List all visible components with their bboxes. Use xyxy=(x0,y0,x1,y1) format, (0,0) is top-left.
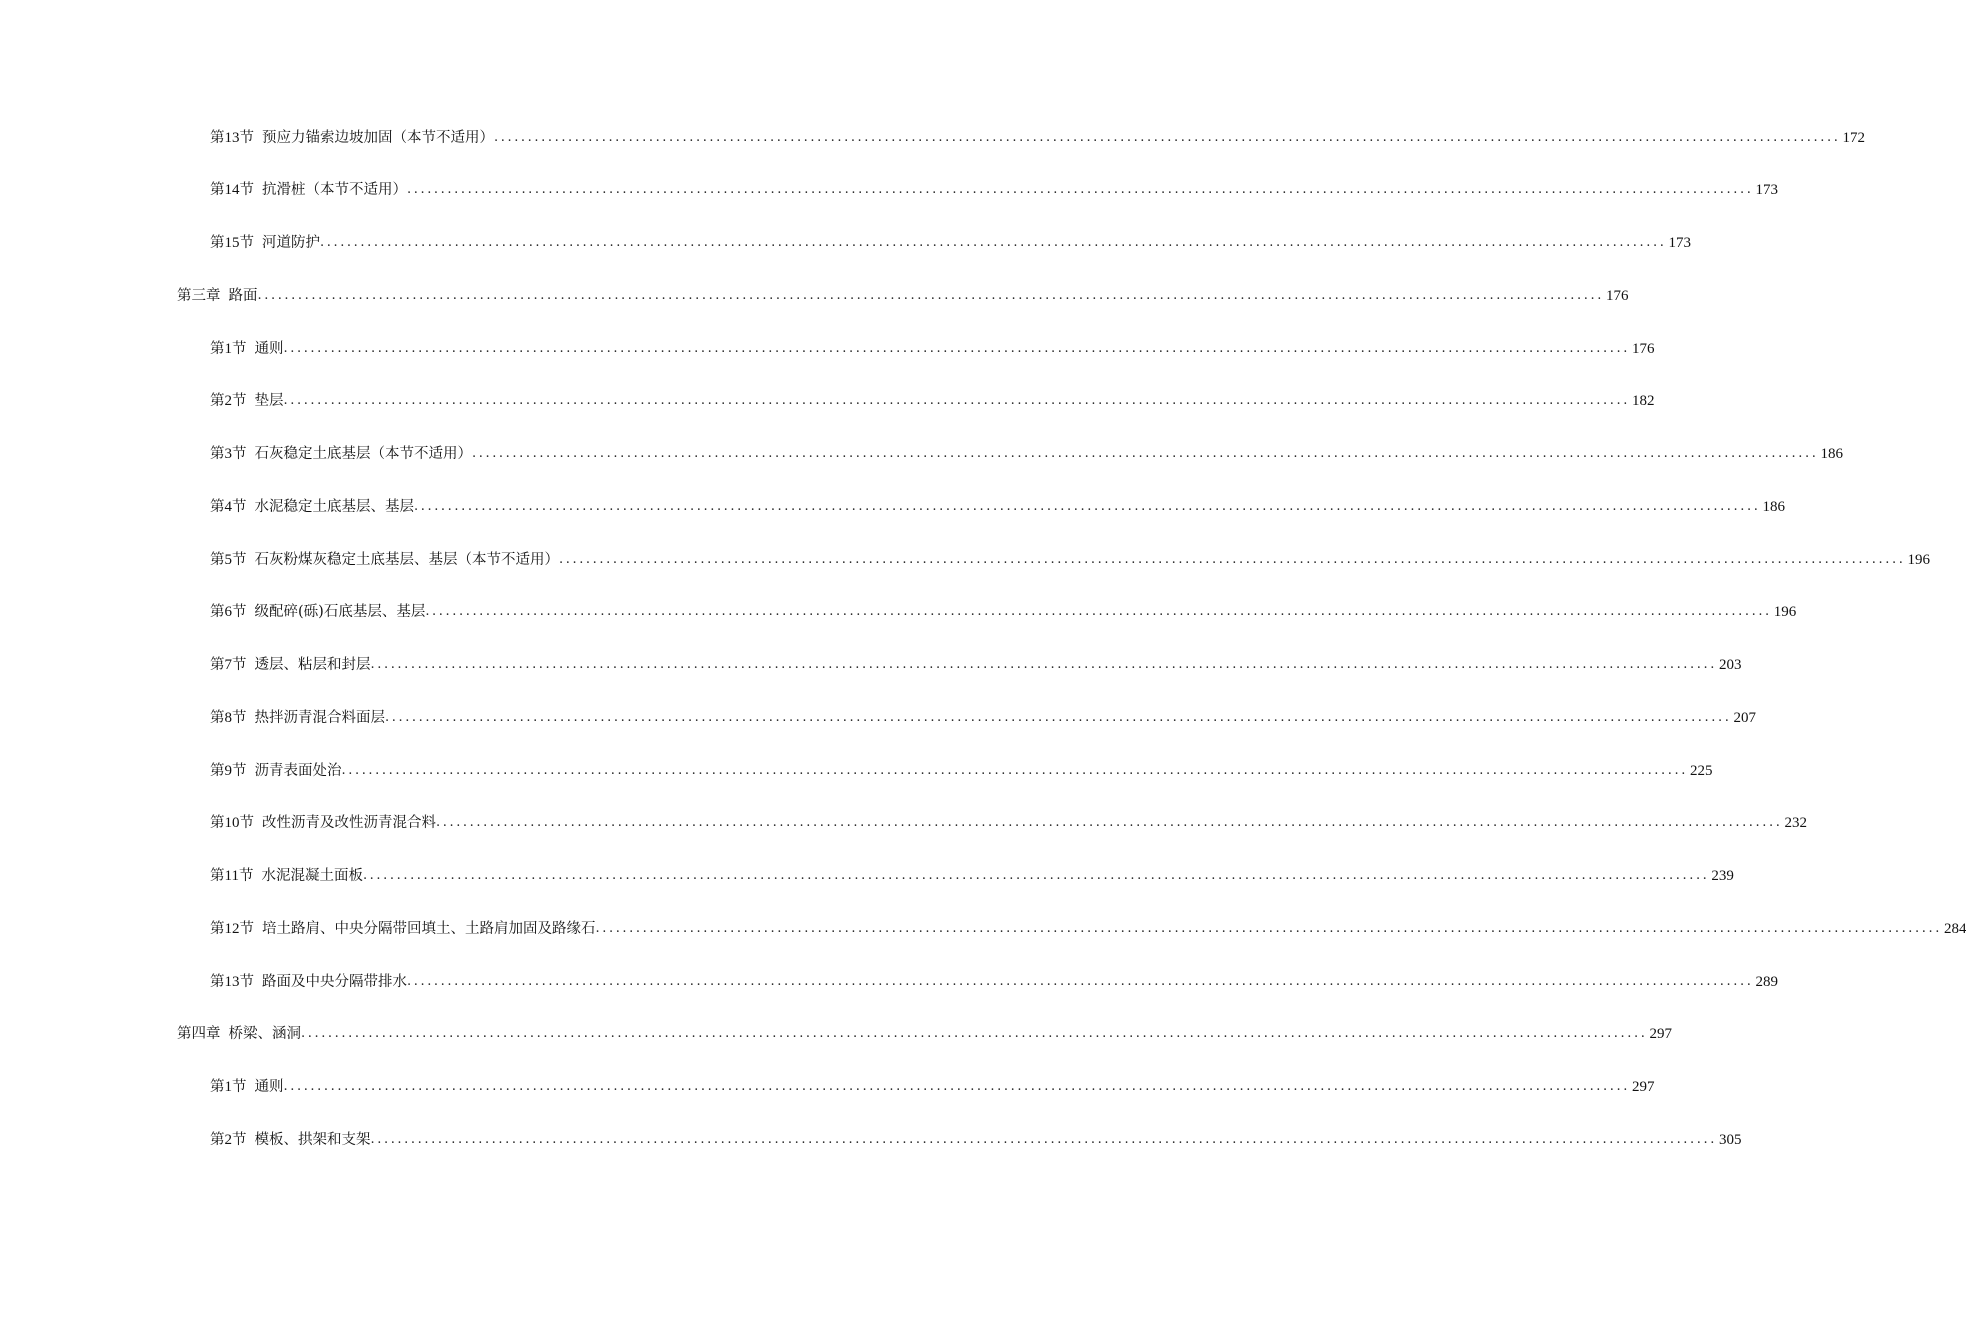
toc-entry[interactable] xyxy=(0,758,1713,784)
toc-entry[interactable] xyxy=(0,125,1865,151)
dot-leader: ........................................................................................................................................................................................................ xyxy=(257,288,1604,303)
toc-chapter-title: 桥梁、涵洞 xyxy=(228,1026,301,1042)
toc-entry-title: 抗滑桩（本节不适用） xyxy=(262,182,407,198)
toc-entry-title: 路面及中央分隔带排水 xyxy=(262,974,407,990)
toc-entry[interactable] xyxy=(0,336,1655,362)
toc-entry-page: 305 xyxy=(1718,1132,1742,1148)
toc-entry-page: 225 xyxy=(1689,763,1713,779)
toc-entry-page: 239 xyxy=(1711,868,1734,884)
toc-entry[interactable] xyxy=(0,1074,1655,1100)
toc-chapter[interactable] xyxy=(0,283,1629,309)
toc-entry-heading: 第8节 热拌沥青混合料面层 xyxy=(210,710,385,726)
toc-entry-page: 186 xyxy=(1762,499,1785,515)
toc-entry-title: 水泥混凝土面板 xyxy=(261,868,363,884)
dot-leader: ........................................................................................................................................................................................................ xyxy=(301,1026,1648,1041)
dot-leader: ........................................................................................................................................................................................................ xyxy=(494,130,1841,145)
toc-entry-heading: 第9节 沥青表面处治 xyxy=(210,763,342,779)
toc-entry-title: 级配碎(砾)石底基层、基层 xyxy=(254,604,426,620)
dot-leader: ........................................................................................................................................................................................................ xyxy=(407,182,1754,197)
dot-leader: ........................................................................................................................................................................................................ xyxy=(370,657,1717,672)
dot-leader: ........................................................................................................................................................................................................ xyxy=(283,393,1630,408)
toc-entry-title: 培土路肩、中央分隔带回填土、土路肩加固及路缘石 xyxy=(262,921,596,937)
toc-entry-heading: 第1节 通则 xyxy=(210,341,284,357)
toc-entry-page: 297 xyxy=(1649,1026,1672,1042)
toc-entry[interactable] xyxy=(0,230,1691,256)
toc-entry-heading: 第2节 模板、拱架和支架 xyxy=(210,1132,371,1148)
toc-entry-title: 石灰粉煤灰稳定土底基层、基层（本节不适用） xyxy=(254,552,559,568)
toc-entry-heading: 第5节 石灰粉煤灰稳定土底基层、基层（本节不适用） xyxy=(210,552,559,568)
dot-leader: ........................................................................................................................................................................................................ xyxy=(283,341,1630,356)
dot-leader: ........................................................................................................................................................................................................ xyxy=(414,499,1761,514)
toc-chapter[interactable] xyxy=(0,1021,1672,1047)
toc-entry-page: 173 xyxy=(1755,182,1778,198)
toc-entry[interactable] xyxy=(0,863,1734,889)
toc-entry-title: 模板、拱架和支架 xyxy=(254,1132,371,1148)
toc-entry-heading: 第13节 路面及中央分隔带排水 xyxy=(210,974,407,990)
toc-entry-heading: 第13节 预应力锚索边坡加固（本节不适用） xyxy=(210,130,494,146)
toc-chapter-heading: 第三章 路面 xyxy=(177,288,258,304)
toc-entry[interactable] xyxy=(0,177,1778,203)
dot-leader: ........................................................................................................................................................................................................ xyxy=(425,604,1772,619)
dot-leader: ........................................................................................................................................................................................................ xyxy=(362,868,1710,883)
toc-entry-heading: 第12节 培土路肩、中央分隔带回填土、土路肩加固及路缘石 xyxy=(210,921,596,937)
toc-entry-page: 297 xyxy=(1631,1079,1655,1095)
toc-entry-page: 176 xyxy=(1605,288,1629,304)
toc-entry-page: 176 xyxy=(1631,341,1655,357)
toc-entry-heading: 第3节 石灰稳定土底基层（本节不适用） xyxy=(210,446,472,462)
toc-entry[interactable] xyxy=(0,599,1797,625)
dot-leader: ........................................................................................................................................................................................................ xyxy=(341,763,1688,778)
toc-entry-page: 207 xyxy=(1733,710,1756,726)
toc-entry-heading: 第15节 河道防护 xyxy=(210,235,320,251)
toc-entry[interactable] xyxy=(0,441,1843,467)
toc-entry-heading: 第6节 级配碎(砾)石底基层、基层 xyxy=(210,604,426,620)
toc-entry-page: 232 xyxy=(1784,815,1807,831)
toc-entry-title: 石灰稳定土底基层（本节不适用） xyxy=(254,446,472,462)
toc-entry[interactable] xyxy=(0,916,1966,942)
dot-leader: ........................................................................................................................................................................................................ xyxy=(385,710,1732,725)
toc-entry-page: 284 xyxy=(1943,921,1966,937)
toc-entry-heading: 第4节 水泥稳定土底基层、基层 xyxy=(210,499,414,515)
toc-entry-title: 热拌沥青混合料面层 xyxy=(254,710,385,726)
toc-entry[interactable] xyxy=(0,969,1778,995)
toc-entry-title: 透层、粘层和封层 xyxy=(254,657,371,673)
toc-entry-heading: 第11节 水泥混凝土面板 xyxy=(210,868,363,884)
toc-entry-page: 203 xyxy=(1718,657,1742,673)
toc-chapter-heading: 第四章 桥梁、涵洞 xyxy=(177,1026,301,1042)
toc-entry-title: 水泥稳定土底基层、基层 xyxy=(254,499,414,515)
toc-entry-page: 182 xyxy=(1631,393,1655,409)
dot-leader: ........................................................................................................................................................................................................ xyxy=(595,921,1942,936)
toc-entry-heading: 第14节 抗滑桩（本节不适用） xyxy=(210,182,407,198)
dot-leader: ........................................................................................................................................................................................................ xyxy=(370,1132,1717,1147)
dot-leader: ........................................................................................................................................................................................................ xyxy=(320,235,1667,250)
toc-entry[interactable] xyxy=(0,810,1807,836)
toc-entry-page: 196 xyxy=(1907,552,1930,568)
dot-leader: ........................................................................................................................................................................................................ xyxy=(283,1079,1630,1094)
toc-entry[interactable] xyxy=(0,547,1930,573)
toc-entry-title: 沥青表面处治 xyxy=(254,763,342,779)
toc-entry-heading: 第2节 垫层 xyxy=(210,393,284,409)
toc-entry-title: 垫层 xyxy=(254,393,284,409)
toc-entry-title: 河道防护 xyxy=(262,235,320,251)
toc-entry-heading: 第10节 改性沥青及改性沥青混合料 xyxy=(210,815,436,831)
toc-entry-title: 通则 xyxy=(254,1079,284,1095)
toc-entry-page: 186 xyxy=(1820,446,1843,462)
toc-entry[interactable] xyxy=(0,494,1785,520)
dot-leader: ........................................................................................................................................................................................................ xyxy=(407,974,1754,989)
toc-entry-heading: 第1节 通则 xyxy=(210,1079,284,1095)
toc-entry-title: 预应力锚索边坡加固（本节不适用） xyxy=(262,130,494,146)
toc-entry-title: 通则 xyxy=(254,341,284,357)
toc-entry-heading: 第7节 透层、粘层和封层 xyxy=(210,657,371,673)
dot-leader: ........................................................................................................................................................................................................ xyxy=(559,552,1906,567)
toc-chapter-title: 路面 xyxy=(228,288,258,304)
toc-entry-page: 172 xyxy=(1842,130,1865,146)
toc-entry-page: 196 xyxy=(1773,604,1797,620)
toc-entry-title: 改性沥青及改性沥青混合料 xyxy=(262,815,436,831)
toc-entry[interactable] xyxy=(0,705,1756,731)
toc-entry[interactable] xyxy=(0,388,1655,414)
toc-entry-page: 173 xyxy=(1668,235,1691,251)
toc-entry[interactable] xyxy=(0,1127,1742,1153)
dot-leader: ........................................................................................................................................................................................................ xyxy=(436,815,1783,830)
toc-entry[interactable] xyxy=(0,652,1742,678)
toc-entry-page: 289 xyxy=(1755,974,1778,990)
dot-leader: ........................................................................................................................................................................................................ xyxy=(472,446,1819,461)
